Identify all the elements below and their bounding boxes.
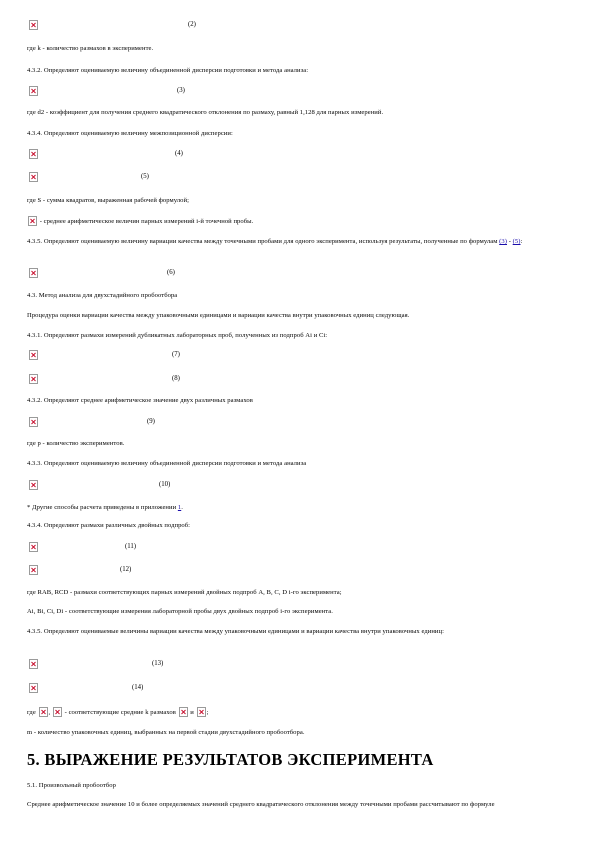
paragraph: m - количество упаковочных единиц, выбранных на первой стадии двухстадийного пробоотбора. (27, 729, 305, 736)
paragraph: 4.3. Метод анализа для двухстадийного пробоотбора (27, 292, 178, 299)
equation-number: (7) (172, 351, 180, 358)
formula-8 (27, 374, 572, 386)
paragraph-text: . (181, 504, 183, 511)
broken-image-icon (29, 350, 38, 360)
broken-image-icon (29, 683, 38, 693)
paragraph-text: , (48, 709, 52, 716)
broken-image-icon (179, 707, 188, 717)
paragraph (27, 216, 572, 226)
paragraph: Ai, Bi, Ci, Di - соответствующие измерения лабораторной пробы двух двойных подпроб i-го эксперимента. (27, 608, 333, 615)
broken-image-icon (29, 268, 38, 278)
equation-number: (5) (141, 173, 149, 180)
formula-4 (27, 149, 572, 161)
paragraph: где k - количество размахов в эксперименте. (27, 45, 154, 52)
section-heading: 5. ВЫРАЖЕНИЕ РЕЗУЛЬТАТОВ ЭКСПЕРИМЕНТА (27, 750, 434, 769)
broken-image-icon (29, 149, 38, 159)
broken-image-icon (29, 480, 38, 490)
formula-10 (27, 480, 572, 492)
equation-number: (2) (188, 21, 196, 28)
equation-number: (8) (172, 375, 180, 382)
paragraph (27, 237, 572, 246)
footnote (27, 503, 572, 512)
paragraph: где d2 - коэффициент для получения среднего квадратического отклонения по размаху, равный 1,128 для парных измерений. (27, 109, 384, 116)
formula-link-5[interactable]: (5) (512, 238, 521, 245)
equation-number: (11) (125, 543, 137, 550)
equation-number: (9) (147, 418, 155, 425)
paragraph: Среднее арифметическое значение 10 и более определяемых значений среднего квадратического отклонения между точечными пробами рассчитывают по формуле (27, 801, 495, 808)
broken-image-icon (29, 659, 38, 669)
equation-number: (4) (175, 150, 183, 157)
paragraph-text: - среднее арифметическое величин парных измерений i-й точечной пробы. (38, 218, 254, 225)
paragraph: 4.3.4. Определяют оцениваемую величину межпозиционной дисперсии: (27, 130, 233, 137)
broken-image-icon (29, 542, 38, 552)
paragraph: 4.3.2. Определяют оцениваемую величину объединенной дисперсии подготовки и метода анализа: (27, 67, 309, 74)
equation-number: (14) (132, 684, 144, 691)
formula-6 (27, 268, 572, 280)
broken-image-icon (29, 86, 38, 96)
formula-5 (27, 172, 572, 184)
broken-image-icon (29, 20, 38, 30)
paragraph: 4.3.5. Определяют оцениваемые величины вариации качества между упаковочными единицами и вариации качества внутри упаковочных единиц: (27, 628, 444, 635)
broken-image-icon (29, 565, 38, 575)
formula-7 (27, 350, 572, 362)
paragraph-text: : (520, 238, 523, 245)
broken-image-icon (197, 707, 206, 717)
formula-3 (27, 86, 572, 98)
paragraph: где RAB, RCD - размахи соответствующих парных измерений двойных подпроб A, B, C, D i-го эксперимента; (27, 589, 342, 596)
paragraph-text: * Другие способы расчета приведены в приложении (27, 504, 178, 511)
formula-14 (27, 683, 572, 695)
equation-number: (10) (159, 481, 171, 488)
paragraph: 4.3.2. Определяют среднее арифметическое значение двух различных размахов (27, 397, 253, 404)
paragraph: где p - количество экспериментов. (27, 440, 125, 447)
formula-11 (27, 542, 572, 554)
equation-number: (3) (177, 87, 185, 94)
broken-image-icon (29, 417, 38, 427)
paragraph: 5.1. Произвольный пробоотбор (27, 782, 116, 789)
broken-image-icon (28, 216, 37, 226)
equation-number: (6) (167, 269, 175, 276)
equation-number: (13) (152, 660, 164, 667)
paragraph-text: ; (206, 709, 209, 716)
formula-link-3[interactable]: (3) (499, 238, 508, 245)
paragraph: 4.3.4. Определяют размахи различных двойных подпроб: (27, 522, 191, 529)
paragraph-text: - (507, 238, 513, 245)
paragraph-text: и (188, 709, 196, 716)
paragraph: 4.3.1. Определяют размахи измерений дубликатных лабораторных проб, полученных из подпроб Ai и Ci: (27, 332, 328, 339)
paragraph-text: k (145, 709, 149, 716)
broken-image-icon (39, 707, 48, 717)
paragraph-text: - соответствующие средние (62, 709, 146, 716)
appendix-link[interactable]: 1 (177, 504, 182, 511)
broken-image-icon (29, 172, 38, 182)
formula-13 (27, 659, 572, 671)
formula-2 (27, 20, 572, 32)
paragraph: где S - сумма квадратов, выраженная рабочей формулой; (27, 197, 189, 204)
paragraph-text: размахов (148, 709, 178, 716)
formula-12 (27, 565, 572, 577)
paragraph: Процедура оценки вариации качества между упаковочными единицами и вариации качества внутри упаковочных единиц следующая. (27, 312, 410, 319)
broken-image-icon (29, 374, 38, 384)
paragraph-text: 4.3.5. Определяют оцениваемую величину вариации качества между точечными пробами для одного эксперимента, используя результаты, полученные по формулам (27, 238, 500, 245)
paragraph-text: где (27, 709, 38, 716)
paragraph (27, 707, 572, 717)
paragraph: 4.3.3. Определяют оцениваемую величину объединенной дисперсии подготовки и метода анализа (27, 460, 307, 467)
equation-number: (12) (120, 566, 132, 573)
formula-9 (27, 417, 572, 429)
broken-image-icon (53, 707, 62, 717)
